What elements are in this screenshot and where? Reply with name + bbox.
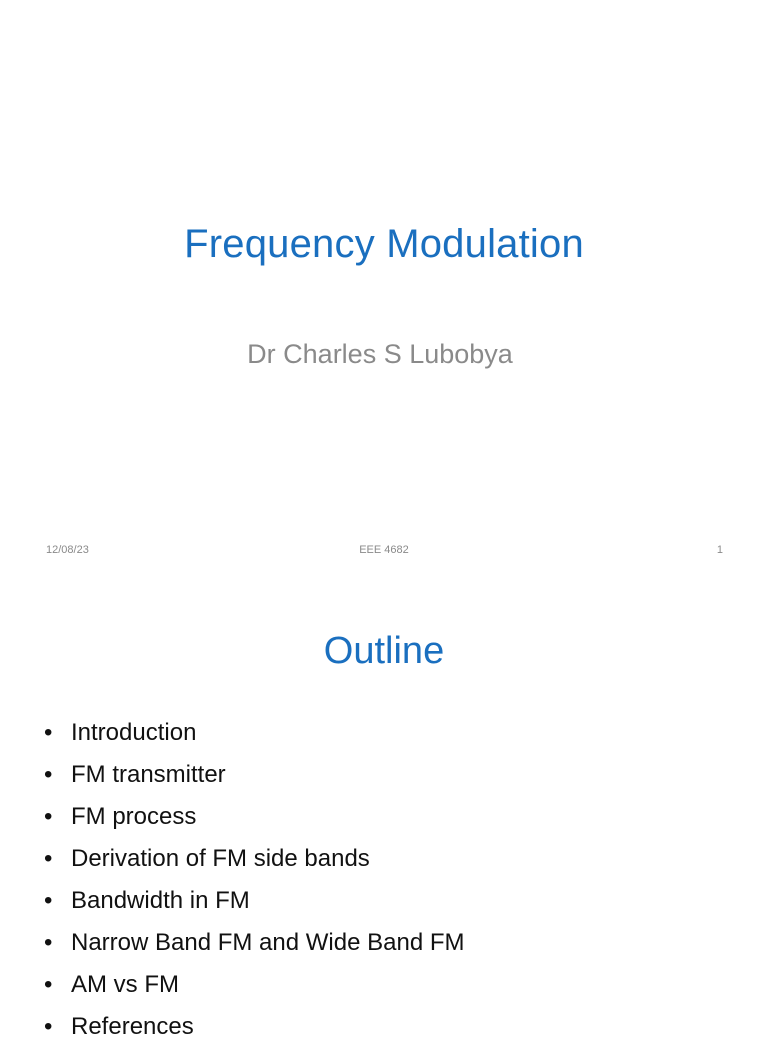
outline-bullet-item	[44, 922, 464, 964]
outline-bullet-text: Introduction	[71, 719, 197, 746]
outline-bullet-item	[44, 880, 464, 922]
outline-bullet-item	[44, 754, 464, 796]
outline-bullet-item	[44, 1006, 464, 1048]
outline-bullet-text: FM process	[71, 803, 197, 830]
bullet-dot-icon: •	[44, 761, 53, 788]
bullet-dot-icon: •	[44, 719, 53, 746]
footer-course-code: EEE 4682	[359, 544, 409, 556]
footer-date: 12/08/23	[46, 544, 89, 556]
outline-bullet-item	[44, 838, 464, 880]
outline-bullet-text: References	[71, 1013, 194, 1040]
outline-bullet-text: Derivation of FM side bands	[71, 845, 370, 872]
bullet-dot-icon: •	[44, 887, 53, 914]
outline-bullet-text: AM vs FM	[71, 971, 179, 998]
slide-title-heading: Frequency Modulation	[184, 222, 584, 266]
bullet-dot-icon: •	[44, 1013, 53, 1040]
bullet-dot-icon: •	[44, 845, 53, 872]
outline-bullet-list	[44, 712, 464, 1048]
outline-bullet-text: FM transmitter	[71, 761, 226, 788]
bullet-dot-icon: •	[44, 929, 53, 956]
outline-bullet-item	[44, 796, 464, 838]
outline-heading: Outline	[323, 630, 445, 672]
outline-bullet-item	[44, 712, 464, 754]
footer-page-number: 1	[716, 544, 723, 556]
outline-bullet-text: Bandwidth in FM	[71, 887, 250, 914]
slide-outline	[0, 576, 768, 1040]
outline-bullet-item	[44, 964, 464, 1006]
slide-subtitle-author: Dr Charles S Lubobya	[247, 339, 513, 369]
outline-bullet-text: Narrow Band FM and Wide Band FM	[71, 929, 465, 956]
bullet-dot-icon: •	[44, 971, 53, 998]
bullet-dot-icon: •	[44, 803, 53, 830]
